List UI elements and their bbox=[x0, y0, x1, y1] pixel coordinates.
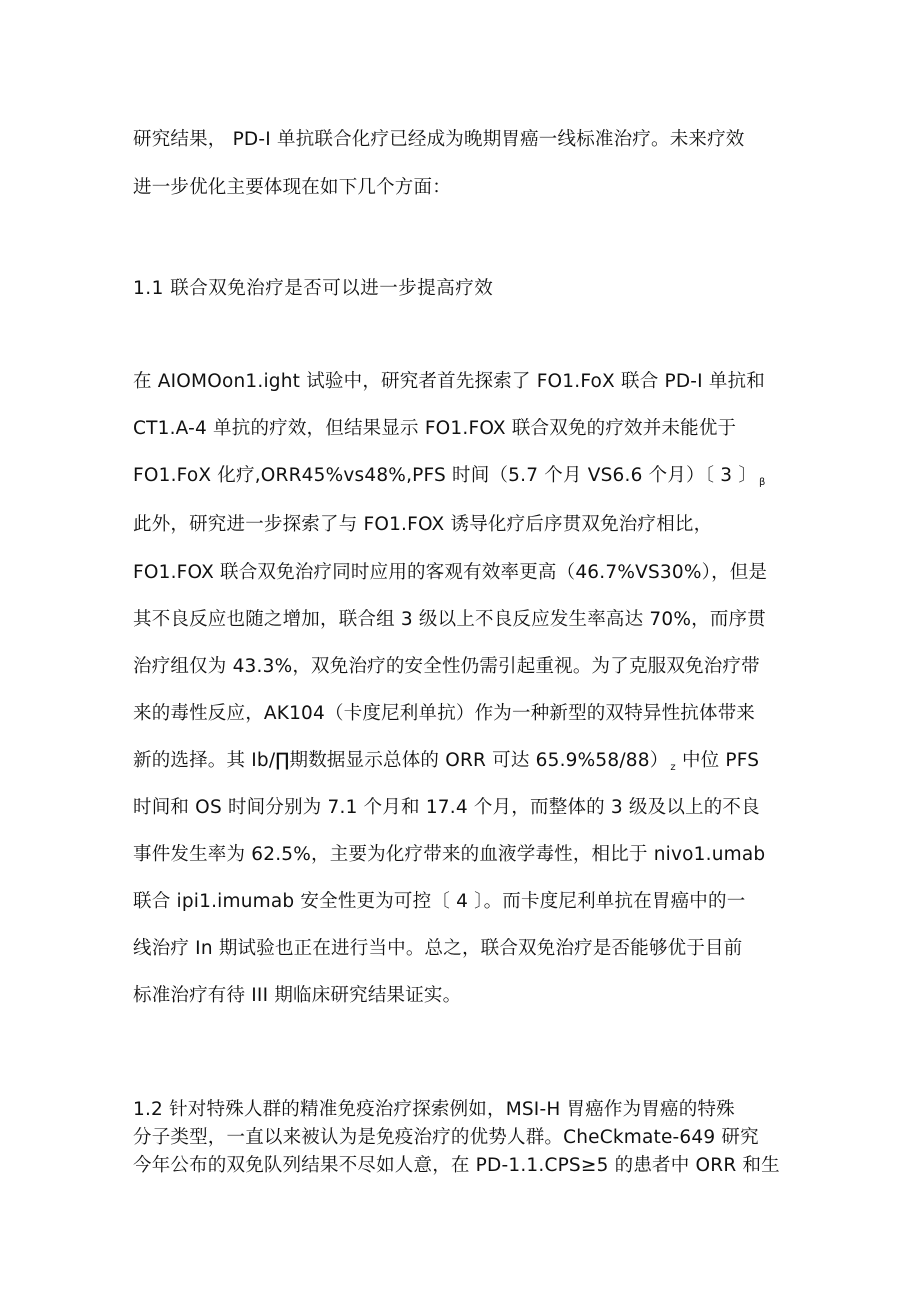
intro-line-1: 研究结果， PD-I 单抗联合化疗已经成为晚期胃癌一线标准治疗。未来疗效 bbox=[133, 129, 745, 150]
section-1-1-line-6: 其不良反应也随之增加，联合组 3 级以上不良反应发生率高达 70%，而序贯 bbox=[133, 609, 766, 630]
section-1-1-line-8: 来的毒性反应，AK104（卡度尼利单抗）作为一种新型的双特异性抗体带来 bbox=[133, 703, 756, 724]
section-1-1-line-10: 时间和 OS 时间分别为 7.1 个月和 17.4 个月，而整体的 3 级及以上的不良 bbox=[133, 797, 760, 818]
section-1-1-line-13: 线治疗 In 期试验也正在进行当中。总之，联合双免治疗是否能够优于目前 bbox=[133, 938, 743, 959]
section-1-1-heading: 1.1 联合双免治疗是否可以进一步提高疗效 bbox=[133, 278, 494, 299]
section-1-2-line-3: 今年公布的双免队列结果不尽如人意，在 PD-1.1.CPS≥5 的患者中 ORR 和生 bbox=[133, 1155, 780, 1176]
section-1-1-line-3 bbox=[133, 464, 766, 495]
section-1-1-line-7: 治疗组仅为 43.3%，双免治疗的安全性仍需引起重视。为了克服双免治疗带 bbox=[133, 656, 760, 677]
section-1-1-line-9-mark: z bbox=[670, 762, 676, 773]
section-1-2-line-2: 分子类型，一直以来被认为是免疫治疗的优势人群。CheCkmate-649 研究 bbox=[133, 1127, 759, 1148]
section-1-1-line-9 bbox=[133, 749, 759, 780]
section-1-1-line-1: 在 AIOMOon1.ight 试验中，研究者首先探索了 FO1.FoX 联合 PD-I 单抗和 bbox=[133, 371, 765, 392]
section-1-1-line-2: CT1.A-4 单抗的疗效，但结果显示 FO1.FOX 联合双免的疗效并未能优于 bbox=[133, 418, 737, 439]
section-1-1-line-11: 事件发生率为 62.5%，主要为化疗带来的血液学毒性，相比于 nivo1.umab bbox=[133, 844, 766, 865]
section-1-1-line-9-suffix: 中位 PFS bbox=[675, 750, 760, 771]
section-1-1-line-5: FO1.FOX 联合双免治疗同时应用的客观有效率更高（46.7%VS30%），但是 bbox=[133, 562, 768, 583]
section-1-1-line-9-text: 新的选择。其 Ib∕∏期数据显示总体的 ORR 可达 65.9%58/88） bbox=[133, 750, 669, 771]
section-1-2-line-1: 1.2 针对特殊人群的精准免疫治疗探索例如，MSI-H 胃癌作为胃癌的特殊 bbox=[133, 1099, 735, 1120]
section-1-1-line-3-mark: β bbox=[759, 477, 766, 488]
section-1-1-line-14: 标准治疗有待 III 期临床研究结果证实。 bbox=[133, 985, 462, 1006]
section-1-1-line-4: 此外，研究进一步探索了与 FO1.FOX 诱导化疗后序贯双免治疗相比， bbox=[133, 514, 713, 535]
section-1-1-line-12: 联合 ipi1.imumab 安全性更为可控〔 4 〕。而卡度尼利单抗在胃癌中的一 bbox=[133, 891, 746, 912]
intro-line-2: 进一步优化主要体现在如下几个方面： bbox=[133, 177, 451, 198]
section-1-1-line-3-text: FO1.FoX 化疗,ORR45%vs48%,PFS 时间（5.7 个月 VS6.6 个月）〔 3 〕 bbox=[133, 465, 758, 486]
